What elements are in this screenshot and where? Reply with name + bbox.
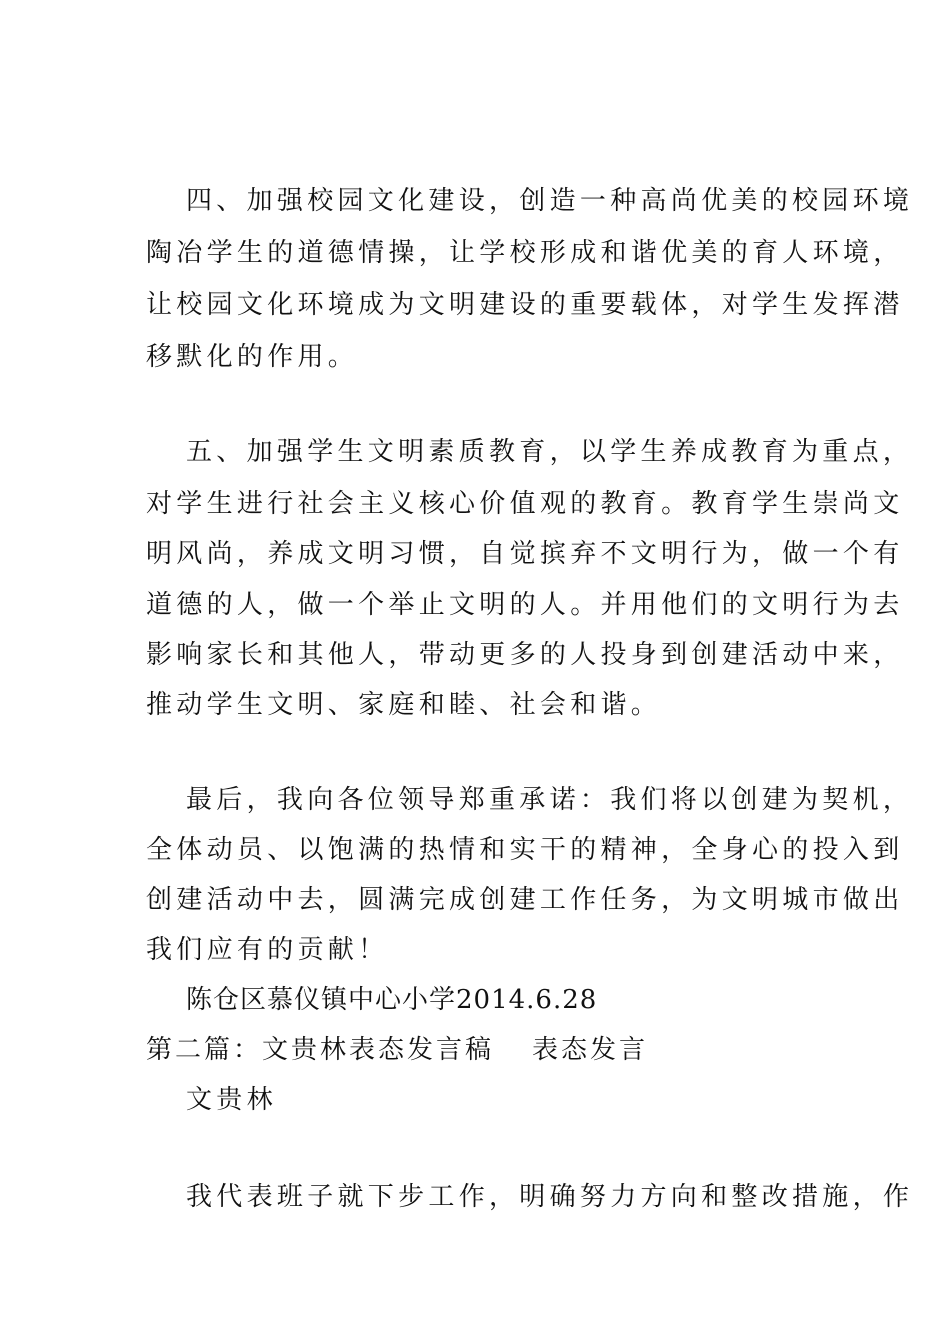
paragraph-4-line-2: 陶冶学生的道德情操，让学校形成和谐优美的育人环境， <box>146 238 904 268</box>
paragraph-5-line-6: 推动学生文明、家庭和睦、社会和谐。 <box>146 690 662 720</box>
section-2-title: 第二篇：文贵林表态发言稿 <box>146 1035 495 1065</box>
paragraph-5-line-4: 道德的人，做一个举止文明的人。并用他们的文明行为去 <box>146 590 904 620</box>
paragraph-4-line-4: 移默化的作用。 <box>146 342 359 372</box>
closing-line-3: 创建活动中去，圆满完成创建工作任务，为文明城市做出 <box>146 885 904 915</box>
closing-line-2: 全体动员、以饱满的热情和实干的精神，全身心的投入到 <box>146 835 904 865</box>
section-2-subheading: 表态发言 <box>532 1035 649 1065</box>
paragraph-5-line-1: 五、加强学生文明素质教育，以学生养成教育为重点， <box>186 437 914 467</box>
section-2-author: 文贵林 <box>186 1085 277 1115</box>
paragraph-5-line-5: 影响家长和其他人，带动更多的人投身到创建活动中来， <box>146 640 904 670</box>
paragraph-4-line-3: 让校园文化环境成为文明建设的重要载体，对学生发挥潜 <box>146 290 904 320</box>
paragraph-5-line-3: 明风尚，养成文明习惯，自觉摈弃不文明行为，做一个有 <box>146 539 904 569</box>
closing-line-4: 我们应有的贡献！ <box>146 935 389 965</box>
paragraph-4-line-1: 四、加强校园文化建设，创造一种高尚优美的校园环境 <box>186 186 914 216</box>
signature: 陈仓区慕仪镇中心小学2014.6.28 <box>186 985 598 1015</box>
paragraph-5-line-2: 对学生进行社会主义核心价值观的教育。教育学生崇尚文 <box>146 489 904 519</box>
closing-line-1: 最后，我向各位领导郑重承诺：我们将以创建为契机， <box>186 785 914 815</box>
section-2-heading <box>146 1037 648 1063</box>
section-2-paragraph-line-1: 我代表班子就下步工作，明确努力方向和整改措施，作 <box>186 1182 914 1212</box>
